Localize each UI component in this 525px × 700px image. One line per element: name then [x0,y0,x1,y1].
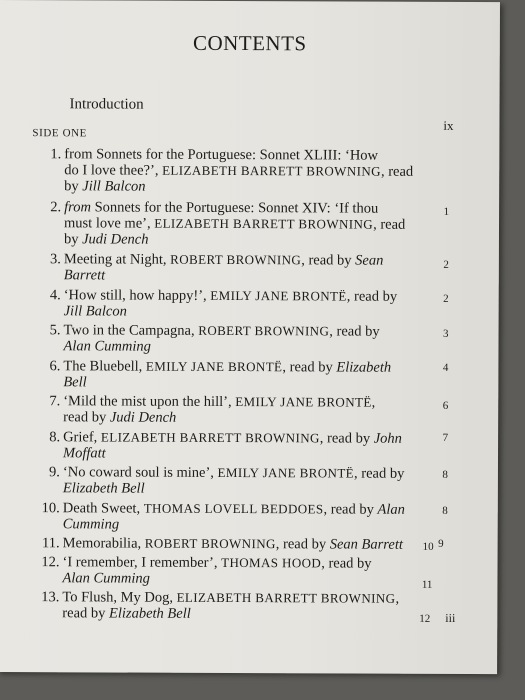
entry-page: 3 [443,327,449,340]
entry-title: Sonnets for the Portuguese: Sonnet XIV: ‘If thou [90,198,379,217]
entry-reader-cont: Cumming [62,515,120,533]
entry-reader-cont: Bell [63,373,87,390]
entry-author: ELIZABETH BARRETT BROWNING [100,428,320,445]
entry-author: ROBERT BROWNING [170,251,302,268]
entry-number: 5. [49,322,61,339]
entry-read-by: , read by [329,323,380,340]
entry-title: ‘Mild the mist upon the hill’, [63,393,232,411]
entry-reader: Sean [355,252,384,269]
side-one-label: SIDE ONE [32,127,88,140]
entry-text [64,146,434,196]
entry-reader: Elizabeth Bell [62,480,145,497]
entry-reader: Judi Dench [82,230,149,248]
entry-reader: John [373,430,402,447]
entry-text [64,199,434,249]
entry-title: Two in the Campagna, [63,322,195,339]
entry-author: ROBERT BROWNING [198,322,330,339]
entry-page: 1 [443,205,450,218]
entry-reader: Judi Dench [109,409,177,426]
introduction-label: Introduction [69,96,144,113]
entry-title: Meeting at Night, [63,251,167,268]
entry-read-by: , read by [301,252,352,269]
entry-title: ‘How still, how happy!’, [63,286,207,304]
entry-text [63,322,433,356]
contents-list [0,146,499,627]
entry-page: 2 [443,292,449,305]
entry-reader: Jill Balcon [63,302,127,320]
entry-title-cont: must love me’, [63,214,151,232]
entry-text [64,251,434,285]
entry-author: EMILY JANE BRONTË [217,464,355,481]
entry-from: from [64,198,91,215]
entry-author: EMILY JANE BRONTË [235,394,372,410]
entry-page: 4 [442,361,449,374]
entry-text [62,589,432,623]
entry-author: THOMAS HOOD [221,554,322,570]
entry-reader: Jill Balcon [82,178,146,195]
entry-number: 11. [42,535,60,552]
entry-number: 9. [49,464,60,481]
entry-text [63,464,433,498]
contents-heading: CONTENTS [192,30,307,56]
entry-text [63,393,433,427]
entry-author: ELIZABETH BARRETT BROWNING [154,215,374,232]
entry-read-by: , read by [321,554,372,572]
entry-punct: , [371,394,376,411]
entry-author: EMILY JANE BRONTË [210,287,347,304]
entry-title: Death Sweet, [62,499,141,517]
entry-number: 2. [50,198,62,215]
entry-text [62,554,432,588]
entry-read-by: , read by [275,536,327,553]
contents-entry [0,553,498,589]
entry-title: Grief, [63,428,98,445]
entry-read-by: read by [63,409,107,426]
entry-title: Memorabilia, [62,535,142,552]
entry-punct: , [395,590,400,607]
entry-text [63,429,433,463]
entry-read-by: , read by [346,288,398,305]
entry-reader: Sean Barrett [329,536,403,553]
entry-text [63,358,433,392]
entry-read-by: , read [373,216,406,233]
entry-number: 12. [41,553,60,570]
entry-number: 10. [41,499,60,516]
entry-reader: Elizabeth [336,358,392,376]
entry-by: by [64,178,79,195]
contents-entry [0,535,498,554]
entry-page: 6 [442,399,449,412]
entry-page: 8 [442,504,448,517]
entry-number: 1. [50,146,62,163]
entry-author: ROBERT BROWNING [144,535,276,552]
entry-page: 2 [443,258,449,271]
entry-reader: Alan [377,501,405,518]
entry-reader: Alan Cumming [63,338,151,355]
entry-text [63,500,433,534]
entry-page: 8 [442,468,448,481]
entry-title: ‘No coward soul is mine’, [62,464,214,481]
entry-reader: Alan Cumming [62,569,150,587]
entry-page: 11 [421,578,433,591]
entry-read-by: read by [62,605,106,622]
entry-title-cont: do I love thee?’, [64,162,159,179]
entry-reader: Elizabeth Bell [108,605,191,622]
entry-author: ELIZABETH BARRETT BROWNING [176,589,396,606]
entry-author: ELIZABETH BARRETT BROWNING [162,162,382,179]
entry-read-by: , read by [353,465,405,482]
entry-read-by: , read by [319,429,371,447]
entry-number: 3. [49,251,61,268]
entry-number: 4. [49,286,61,303]
entry-title: To Flush, My Dog, [62,589,174,606]
entry-number: 8. [49,428,61,445]
entry-title: ‘I remember, I remember’, [62,553,218,571]
entry-number: 7. [49,393,61,410]
entry-reader-cont: Barrett [63,267,106,284]
entry-page: 10 [422,540,434,553]
entry-text [64,287,434,321]
right-margin-mark: iii [445,610,456,625]
entry-by: by [63,230,79,247]
entry-read-by: , read by [282,358,333,375]
entry-read-by: , read by [323,500,374,518]
entry-number: 6. [49,357,61,374]
entry-author: EMILY JANE BRONTË [145,358,283,374]
entry-text [63,535,433,553]
entry-number: 13. [41,589,60,606]
entry-page: 7 [442,431,449,444]
entry-page: 9 [438,537,444,550]
entry-page: 12 [419,612,431,625]
introduction-page: ix [443,117,454,133]
entry-read-by: , read [380,163,414,180]
entry-title: from Sonnets for the Portuguese: Sonnet XLIII: ‘How [64,146,379,164]
entry-author: THOMAS LOVELL BEDDOES [143,500,324,516]
entry-title: The Bluebell, [63,357,143,375]
entry-reader-cont: Moffatt [62,444,106,461]
contents-entry [0,589,497,625]
